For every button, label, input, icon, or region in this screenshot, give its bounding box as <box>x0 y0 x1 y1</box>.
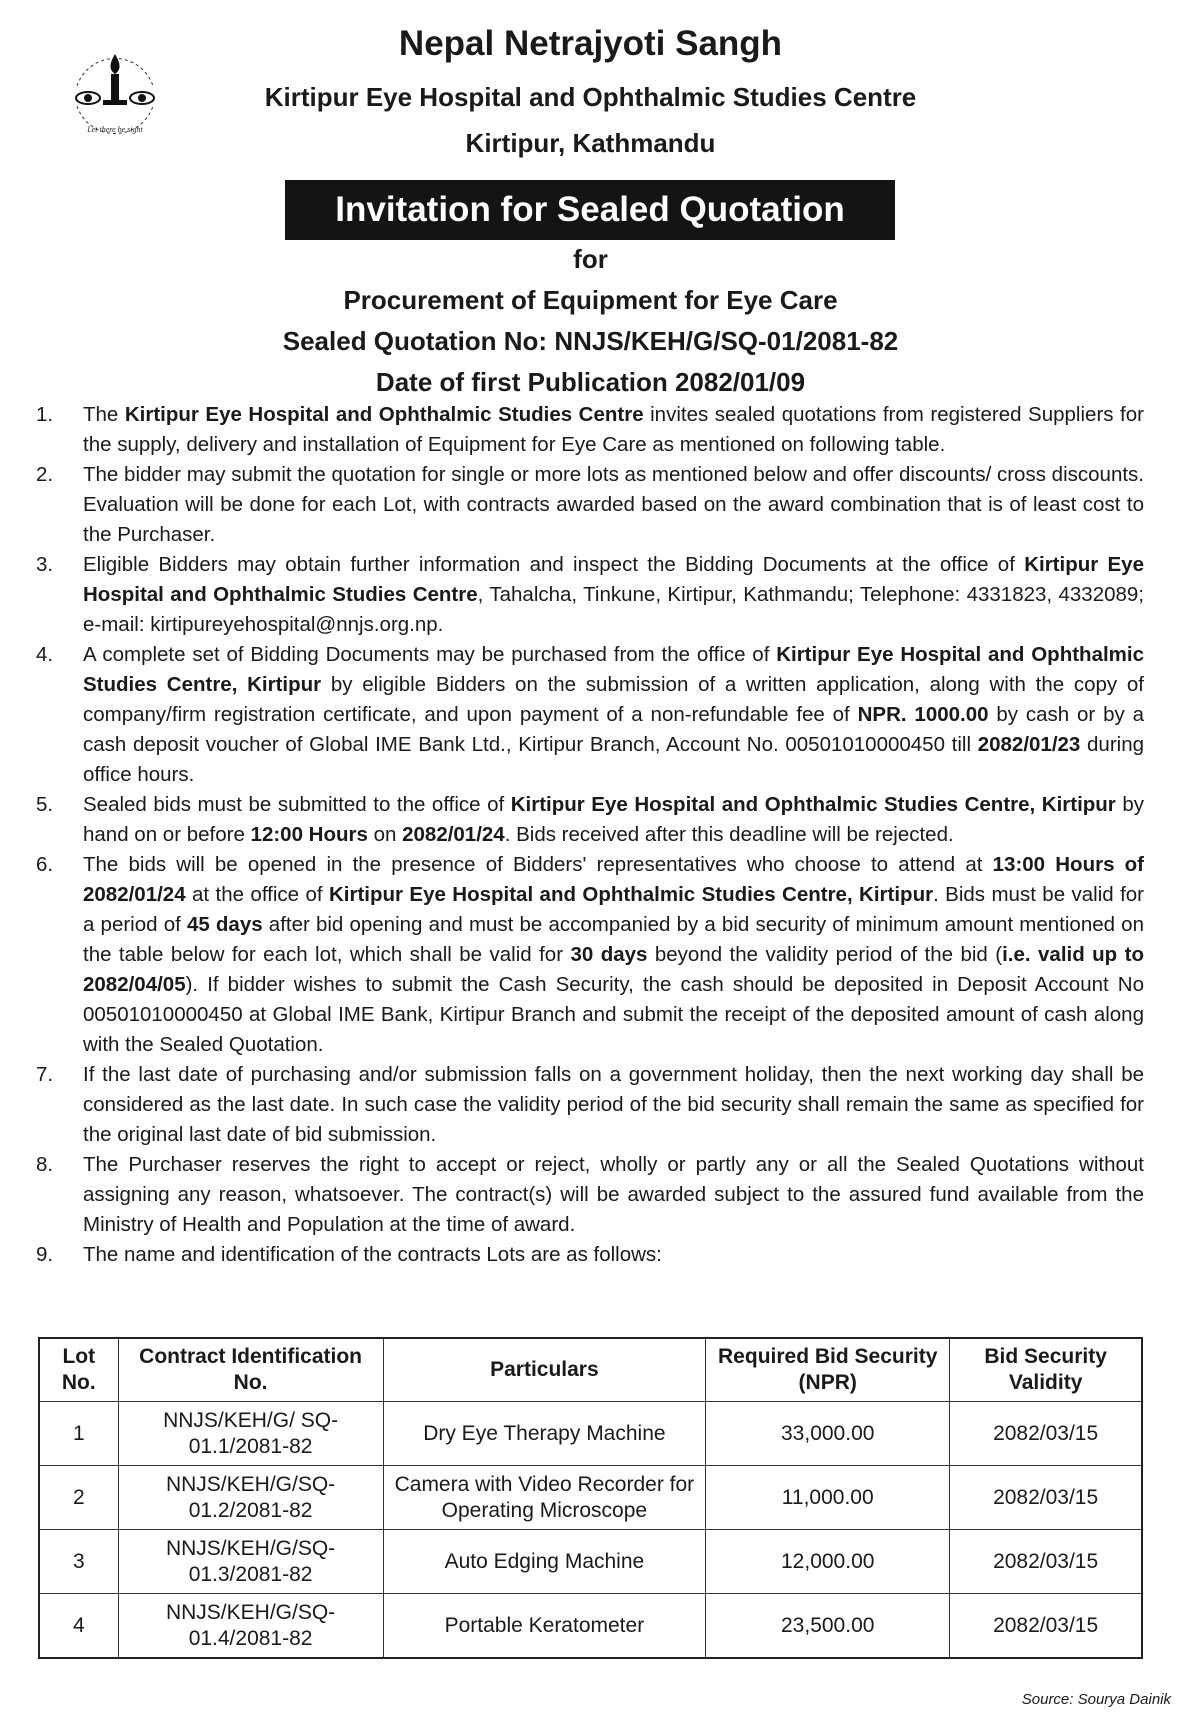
hospital-location: Kirtipur, Kathmandu <box>465 128 716 158</box>
contract-id: NNJS/KEH/G/SQ- 01.4/2081-82 <box>118 1594 383 1659</box>
clause-emphasis: Kirtipur Eye Hospital and Ophthalmic Studies Centre <box>83 553 1144 606</box>
table-row <box>39 1466 1142 1530</box>
particulars: Dry Eye Therapy Machine <box>383 1402 706 1466</box>
clause-number: 7. <box>36 1063 54 1086</box>
lots-table <box>38 1337 1143 1659</box>
clause-emphasis: Kirtipur Eye Hospital and Ophthalmic Studies Centre <box>124 403 644 426</box>
table-header-row <box>39 1338 1142 1402</box>
bid-security-amount: 23,500.00 <box>706 1594 950 1659</box>
clause-text: The Kirtipur Eye Hospital and Ophthalmic Studies Centre invites sealed quotations from registered Suppliers for the supply, delivery and installation of Equipment for Eye Care as mentioned on following table. <box>83 403 1144 456</box>
col-header-bid-security: Required Bid Security (NPR) <box>706 1338 950 1402</box>
clause-text: The bids will be opened in the presence of Bidders' representatives who choose to attend at 13:00 Hours of 2082/01/24 at the office of Kirtipur Eye Hospital and Ophthalmic Studies Centre, Kirtipur. Bids must be valid for a period of 45 days after bid opening and must be accompanied by a bid security of minimum amount mentioned on the table below for each lot, which shall be valid for 30 days beyond the validity period of the bid (i.e. valid up to 2082/04/05). If bidder wishes to submit the Cash Security, the cash should be deposited in Deposit Account No 00501010000450 at Global IME Bank, Kirtipur Branch and submit the receipt of the deposited amount of cash along with the Sealed Quotation. <box>83 853 1144 1056</box>
clause-number: 5. <box>36 793 54 816</box>
clause-number: 8. <box>36 1153 54 1176</box>
clause-number: 1. <box>36 403 54 426</box>
clause-item <box>36 400 1144 460</box>
clause-emphasis: NPR. 1000.00 <box>857 703 989 726</box>
clause-number: 2. <box>36 463 54 486</box>
clause-emphasis: Kirtipur Eye Hospital and Ophthalmic Studies Centre, Kirtipur <box>510 793 1116 816</box>
lot-number: 4 <box>39 1594 118 1659</box>
clause-emphasis: 2082/01/24 <box>402 823 505 846</box>
col-header-lot: Lot No. <box>39 1338 118 1402</box>
col-header-contract-id: Contract Identification No. <box>118 1338 383 1402</box>
org-name: Nepal Netrajyoti Sangh <box>398 24 783 63</box>
clause-text: The name and identification of the contracts Lots are as follows: <box>83 1243 662 1266</box>
bid-security-validity: 2082/03/15 <box>950 1594 1142 1659</box>
hospital-name: Kirtipur Eye Hospital and Ophthalmic Studies Centre <box>264 82 917 112</box>
source-credit: Source: Sourya Dainik <box>1021 1691 1171 1708</box>
bid-security-validity: 2082/03/15 <box>950 1530 1142 1594</box>
clause-item <box>36 1150 1144 1240</box>
clause-text: The Purchaser reserves the right to accept or reject, wholly or partly any or all the Sealed Quotations without assigning any reason, whatsoever. The contract(s) will be awarded subject to the assured fund available from the Ministry of Health and Population at the time of award. <box>83 1153 1144 1236</box>
table-row <box>39 1530 1142 1594</box>
particulars: Camera with Video Recorder for Operating Microscope <box>383 1466 706 1530</box>
bid-security-validity: 2082/03/15 <box>950 1402 1142 1466</box>
clause-item <box>36 790 1144 850</box>
clause-emphasis: 30 days <box>570 943 648 966</box>
procurement-title: Procurement of Equipment for Eye Care <box>343 285 838 315</box>
clause-item <box>36 1060 1144 1150</box>
clause-item <box>36 550 1144 640</box>
clause-emphasis: 2082/01/23 <box>977 733 1081 756</box>
lot-number: 1 <box>39 1402 118 1466</box>
bid-security-amount: 11,000.00 <box>706 1466 950 1530</box>
publication-date: Date of first Publication 2082/01/09 <box>375 367 806 397</box>
clause-number: 4. <box>36 643 54 666</box>
bid-security-amount: 33,000.00 <box>706 1402 950 1466</box>
clause-number: 3. <box>36 553 54 576</box>
clause-emphasis: Kirtipur Eye Hospital and Ophthalmic Studies Centre, Kirtipur <box>328 883 934 906</box>
lot-number: 2 <box>39 1466 118 1530</box>
for-label: for <box>573 244 608 274</box>
clause-text: A complete set of Bidding Documents may be purchased from the office of Kirtipur Eye Hospital and Ophthalmic Studies Centre, Kirtipur by eligible Bidders on the submission of a written application, along with the copy of company/firm registration certificate, and upon payment of a non-refundable fee of NPR. 1000.00 by cash or by a cash deposit voucher of Global IME Bank Ltd., Kirtipur Branch, Account No. 00501010000450 till 2082/01/23 during office hours. <box>83 643 1145 786</box>
quotation-number: Sealed Quotation No: NNJS/KEH/G/SQ-01/2081-82 <box>282 326 899 356</box>
clause-item <box>36 850 1144 1060</box>
clause-emphasis: 13:00 Hours of 2082/01/24 <box>83 853 1144 906</box>
clause-item <box>36 1240 1144 1270</box>
table-row <box>39 1402 1142 1466</box>
lot-number: 3 <box>39 1530 118 1594</box>
contract-id: NNJS/KEH/G/SQ- 01.2/2081-82 <box>118 1466 383 1530</box>
table-row <box>39 1594 1142 1659</box>
clause-text: Eligible Bidders may obtain further information and inspect the Bidding Documents at the office of Kirtipur Eye Hospital and Ophthalmic Studies Centre, Tahalcha, Tinkune, Kirtipur, Kathmandu; Telephone: 4331823, 4332089; e-mail: kirtipureyehospital@nnjs.org.np. <box>83 553 1144 636</box>
notice-title-banner: Invitation for Sealed Quotation <box>285 180 895 240</box>
clause-item <box>36 460 1144 550</box>
particulars: Portable Keratometer <box>383 1594 706 1659</box>
particulars: Auto Edging Machine <box>383 1530 706 1594</box>
clause-emphasis: 45 days <box>186 913 263 936</box>
bid-security-validity: 2082/03/15 <box>950 1466 1142 1530</box>
clause-number: 9. <box>36 1243 54 1266</box>
contract-id: NNJS/KEH/G/ SQ-01.1/2081-82 <box>118 1402 383 1466</box>
clause-list <box>36 400 1144 1270</box>
clause-text: The bidder may submit the quotation for single or more lots as mentioned below and offer discounts/ cross discounts. Evaluation will be done for each Lot, with contracts awarded based on the award combination that is of least cost to the Purchaser. <box>83 463 1144 546</box>
clause-emphasis: i.e. valid up to 2082/04/05 <box>83 943 1144 996</box>
col-header-particulars: Particulars <box>383 1338 706 1402</box>
clause-text: Sealed bids must be submitted to the office of Kirtipur Eye Hospital and Ophthalmic Studies Centre, Kirtipur by hand on or before 12:00 Hours on 2082/01/24. Bids received after this deadline will be rejected. <box>83 793 1144 846</box>
clause-text: If the last date of purchasing and/or submission falls on a government holiday, then the next working day shall be considered as the last date. In such case the validity period of the bid security shall remain the same as specified for the original last date of bid submission. <box>83 1063 1144 1146</box>
clause-emphasis: Kirtipur Eye Hospital and Ophthalmic Studies Centre, Kirtipur <box>83 643 1144 696</box>
col-header-validity: Bid Security Validity <box>950 1338 1142 1402</box>
svg-text:Let there be sight: Let there be sight <box>87 125 143 134</box>
bid-security-amount: 12,000.00 <box>706 1530 950 1594</box>
clause-emphasis: 12:00 Hours <box>250 823 368 846</box>
clause-number: 6. <box>36 853 54 876</box>
contract-id: NNJS/KEH/G/SQ- 01.3/2081-82 <box>118 1530 383 1594</box>
clause-item <box>36 640 1144 790</box>
